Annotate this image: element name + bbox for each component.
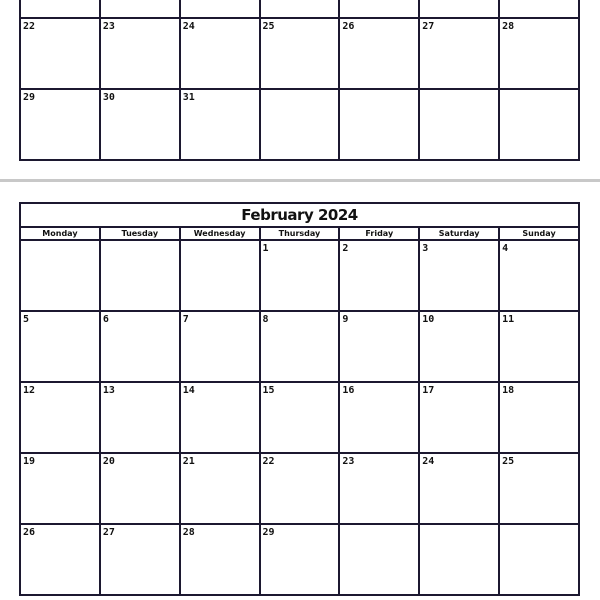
day-cell — [260, 524, 340, 595]
day-number: 23 — [102, 21, 115, 32]
day-number: 18 — [502, 385, 515, 396]
day-cell — [100, 0, 180, 18]
calendar-week-row — [20, 89, 579, 160]
day-cell — [100, 524, 180, 595]
day-number: 31 — [182, 92, 195, 103]
day-cell — [260, 89, 340, 160]
day-cell — [180, 240, 260, 311]
day-number: 26 — [342, 21, 355, 32]
day-cell — [419, 311, 499, 382]
day-cell — [100, 240, 180, 311]
day-cell — [419, 240, 499, 311]
day-number: 24 — [182, 21, 195, 32]
calendar-week-row — [20, 382, 579, 453]
day-number: 7 — [182, 314, 189, 325]
day-cell — [260, 18, 340, 89]
day-number: 8 — [262, 314, 269, 325]
calendar-title-row — [20, 203, 579, 227]
day-cell — [180, 382, 260, 453]
day-cell — [499, 382, 579, 453]
day-number: 24 — [422, 456, 435, 467]
day-cell — [499, 0, 579, 18]
day-cell — [20, 89, 100, 160]
weekday-header: Saturday — [419, 227, 499, 240]
day-cell — [100, 18, 180, 89]
day-number: 27 — [422, 21, 435, 32]
day-number: 9 — [342, 314, 349, 325]
day-cell — [20, 18, 100, 89]
day-number: 25 — [502, 456, 515, 467]
day-number: 25 — [262, 21, 275, 32]
day-cell — [419, 0, 499, 18]
day-cell — [499, 240, 579, 311]
day-number: 2 — [342, 243, 349, 254]
day-number: 29 — [23, 92, 36, 103]
weekday-header: Sunday — [499, 227, 579, 240]
day-number: 29 — [262, 527, 275, 538]
day-number: 13 — [102, 385, 115, 396]
calendar-week-row — [20, 453, 579, 524]
day-number: 30 — [102, 92, 115, 103]
day-cell — [339, 0, 419, 18]
day-number: 1 — [262, 243, 269, 254]
day-number: 14 — [182, 385, 195, 396]
day-cell — [180, 453, 260, 524]
day-number: 21 — [182, 456, 195, 467]
day-cell — [100, 382, 180, 453]
calendar-week-row — [20, 240, 579, 311]
day-number: 23 — [342, 456, 355, 467]
february-calendar — [19, 202, 580, 596]
day-cell — [339, 311, 419, 382]
day-cell — [180, 0, 260, 18]
day-cell — [180, 89, 260, 160]
month-title: February 2024 — [20, 203, 579, 227]
day-cell — [499, 18, 579, 89]
day-cell — [419, 524, 499, 595]
day-number: 28 — [502, 21, 515, 32]
day-number: 12 — [23, 385, 36, 396]
calendar-week-row — [20, 311, 579, 382]
weekday-header-row — [20, 227, 579, 240]
day-number: 28 — [182, 527, 195, 538]
day-cell — [100, 453, 180, 524]
calendar-week-row — [20, 524, 579, 595]
day-cell — [180, 524, 260, 595]
day-number: 11 — [502, 314, 515, 325]
day-cell — [260, 0, 340, 18]
day-cell — [180, 311, 260, 382]
day-cell — [20, 382, 100, 453]
day-cell — [20, 453, 100, 524]
day-cell — [339, 18, 419, 89]
day-cell — [339, 453, 419, 524]
weekday-header: Friday — [339, 227, 419, 240]
day-number: 26 — [23, 527, 36, 538]
day-number: 22 — [262, 456, 275, 467]
day-cell — [339, 382, 419, 453]
weekday-header: Wednesday — [180, 227, 260, 240]
weekday-header: Tuesday — [100, 227, 180, 240]
day-number: 17 — [422, 385, 435, 396]
day-cell — [20, 240, 100, 311]
day-number: 22 — [23, 21, 36, 32]
day-cell — [260, 311, 340, 382]
day-cell — [20, 524, 100, 595]
day-cell — [499, 311, 579, 382]
day-cell — [419, 453, 499, 524]
weekday-header: Monday — [20, 227, 100, 240]
day-cell — [20, 0, 100, 18]
day-cell — [260, 453, 340, 524]
calendar-week-row — [20, 0, 579, 18]
day-number: 4 — [502, 243, 509, 254]
calendar-week-row — [20, 18, 579, 89]
day-cell — [260, 382, 340, 453]
day-number: 19 — [23, 456, 36, 467]
day-number: 16 — [342, 385, 355, 396]
day-cell — [339, 240, 419, 311]
day-number: 10 — [422, 314, 435, 325]
day-cell — [100, 311, 180, 382]
day-cell — [419, 382, 499, 453]
day-cell — [419, 18, 499, 89]
day-number: 3 — [422, 243, 429, 254]
day-number: 27 — [102, 527, 115, 538]
weekday-header: Thursday — [260, 227, 340, 240]
day-cell — [20, 311, 100, 382]
page-divider — [0, 179, 600, 182]
day-cell — [339, 89, 419, 160]
day-cell — [499, 453, 579, 524]
day-cell — [499, 524, 579, 595]
day-number: 6 — [102, 314, 109, 325]
day-number: 20 — [102, 456, 115, 467]
previous-month-calendar — [19, 0, 580, 161]
day-number: 15 — [262, 385, 275, 396]
day-cell — [419, 89, 499, 160]
day-number: 5 — [23, 314, 30, 325]
day-cell — [260, 240, 340, 311]
day-cell — [100, 89, 180, 160]
day-cell — [180, 18, 260, 89]
day-cell — [499, 89, 579, 160]
day-cell — [339, 524, 419, 595]
